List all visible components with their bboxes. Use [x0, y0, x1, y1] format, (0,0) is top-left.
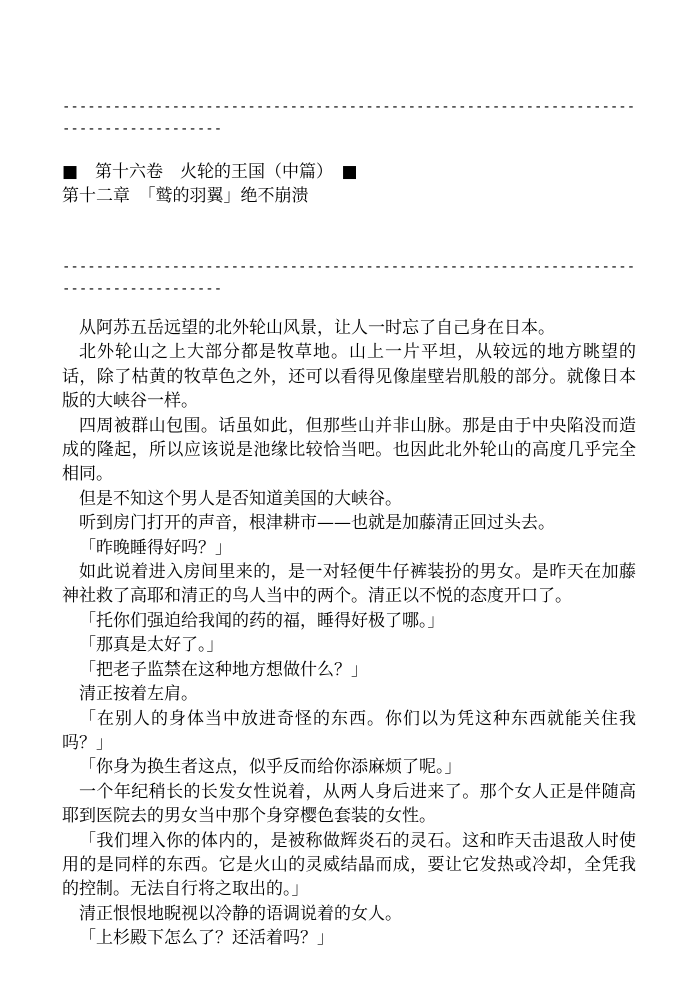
paragraph: 从阿苏五岳远望的北外轮山风景，让人一时忘了自己身在日本。	[79, 318, 555, 338]
volume-heading: ■ 第十六卷 火轮的王国（中篇） ■	[62, 162, 358, 182]
paragraph: 清正按着左肩。	[79, 684, 198, 705]
paragraph: 「把老子监禁在这种地方想做什么？」	[79, 659, 368, 680]
paragraph: 一个年纪稍长的长发女性说着，从两人身后进来了。那个女人正是伴随高耶到医院去的男女当中那个身穿樱色套装的女性。	[62, 781, 636, 827]
paragraph: 「我们埋入你的体内的，是被称做辉炎石的灵石。这和昨天击退敌人时使用的是同样的东西。它是火山的灵威结晶而成，要让它发热或冷却，全凭我的控制。无法自行将之取出的。」	[62, 830, 636, 900]
paragraph: 但是不知这个男人是否知道美国的大峡谷。	[79, 488, 402, 509]
paragraph: 「托你们强迫给我闻的药的福，睡得好极了哪。」	[79, 610, 445, 631]
body-text	[62, 316, 636, 951]
paragraph: 「上杉殿下怎么了？还活着吗？」	[79, 928, 334, 949]
paragraph: 如此说着进入房间里来的，是一对轻便牛仔裤装扮的男女。是昨天在加藤神社救了高耶和清正的鸟人当中的两个。清正以不悦的态度开口了。	[62, 562, 636, 607]
paragraph: 听到房门打开的声音，根津耕市——也就是加藤清正回过头去。	[79, 513, 555, 534]
paragraph: 四周被群山包围。话虽如此，但那些山并非山脉。那是由于中央陷没而造成的隆起，所以应该说是池缘比较恰当吧。也因此北外轮山的高度几乎完全相同。	[62, 415, 636, 485]
paragraph: 「你身为换生者这点，似乎反而给你添麻烦了呢。」	[79, 757, 462, 778]
paragraph: 「昨晚睡得好吗？」	[79, 537, 232, 558]
paragraph: 「那真是太好了。」	[79, 635, 224, 656]
chapter-heading: 第十二章 「鹫的羽翼」绝不崩溃	[62, 186, 309, 206]
separator-line-bottom: ---------------------------------------------------------------------------------------	[62, 259, 636, 297]
paragraph: 「在别人的身体当中放进奇怪的东西。你们以为凭这种东西就能关住我吗？」	[62, 708, 636, 753]
paragraph: 北外轮山之上大部分都是牧草地。山上一片平坦，从较远的地方眺望的话，除了枯黄的牧草色之外，还可以看得见像崖壁岩肌般的部分。就像日本版的大峡谷一样。	[62, 342, 636, 412]
separator-line-top: ---------------------------------------------------------------------------------------	[62, 99, 636, 137]
paragraph: 清正恨恨地睨视以冷静的语调说着的女人。	[79, 903, 402, 924]
